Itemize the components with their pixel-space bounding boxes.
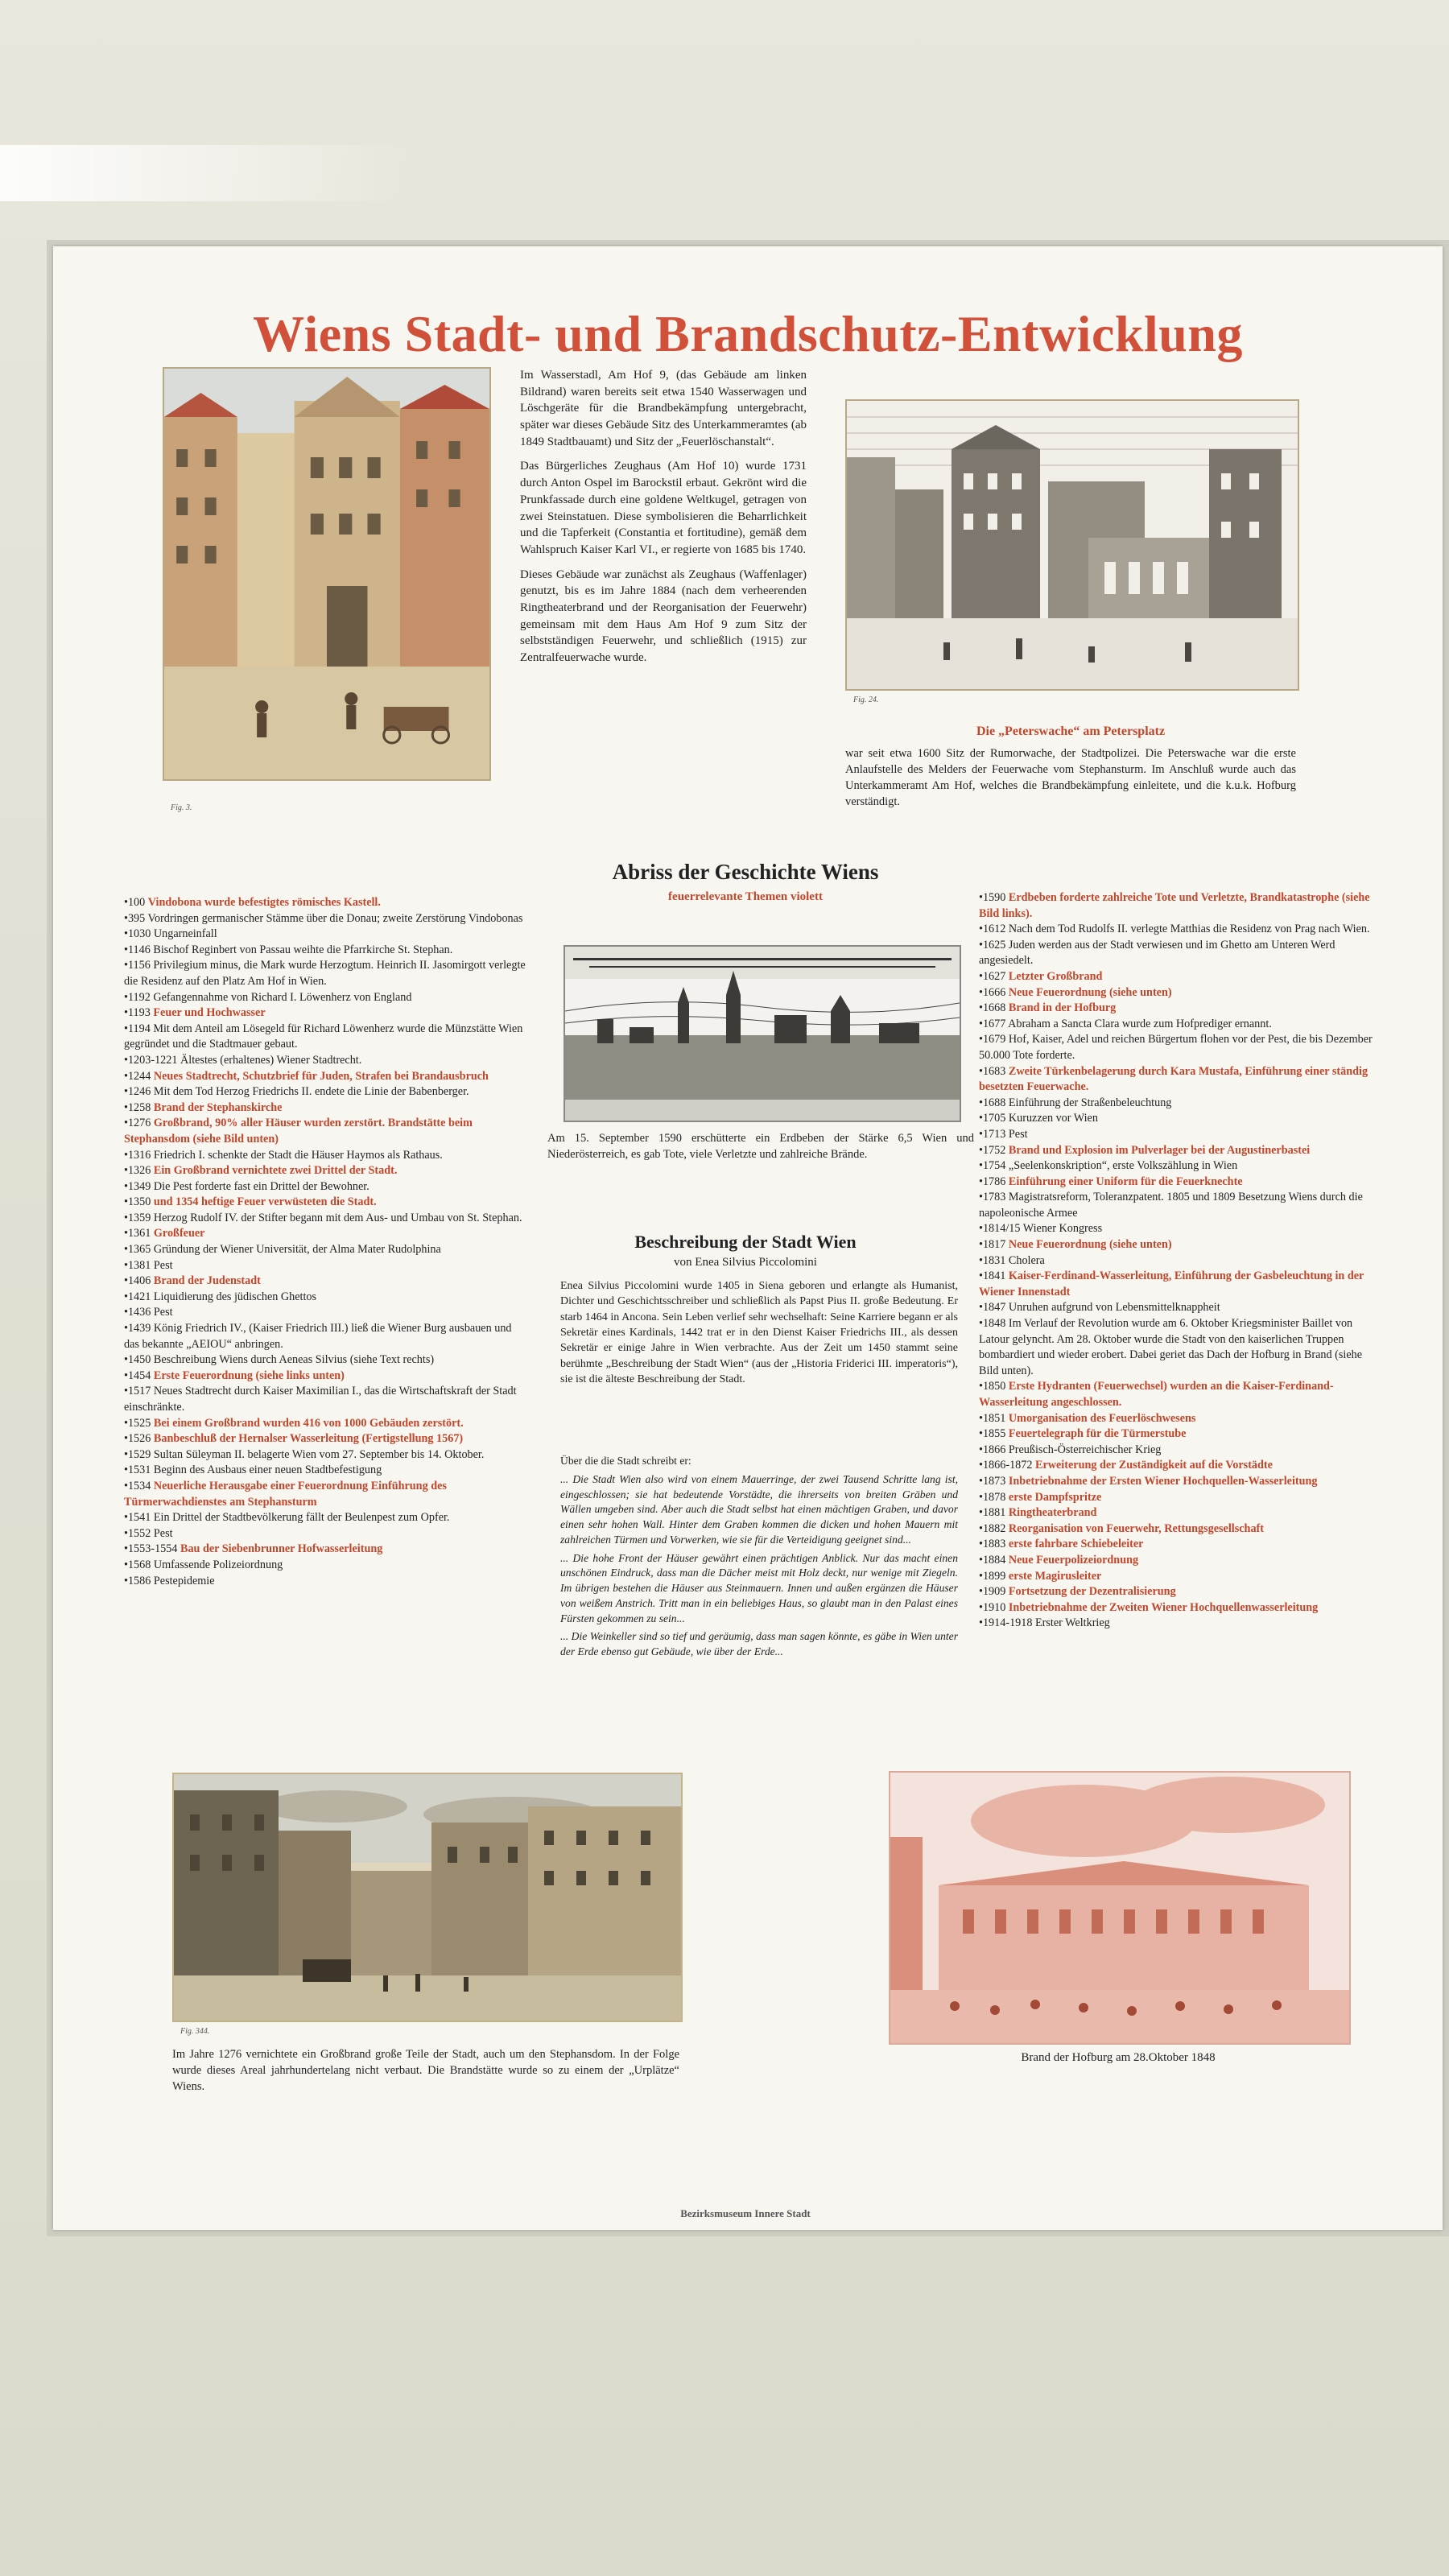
timeline-year: •1786 (979, 1174, 1006, 1188)
timeline-entry (124, 1274, 526, 1290)
timeline-year: •1679 (979, 1033, 1006, 1046)
woodcut-1590-earthquake (564, 945, 961, 1122)
timeline-entry (124, 1463, 526, 1479)
quote-paragraph-2: ... Die hohe Front der Häuser gewährt einen prächtigen Anblick. Nur das macht einen unschönen Eindruck, dass man die Dächer meist mit Holz deckt, nur wenige mit Ziegeln. Im übrigen bestehen die Häuser aus Steinmauern. Innen und außen ergänzen die Häuser von weißem Anstrich. Tritt man in ein beliebiges Haus, so glaubt man in den Palast eines Fürsten gekommen zu sein... (560, 1551, 958, 1624)
timeline-text: Liquidierung des jüdischen Ghettos (153, 1290, 317, 1303)
timeline-text: Neue Feuerordnung (siehe unten) (1008, 985, 1172, 999)
timeline-entry (124, 1116, 526, 1147)
timeline-entry (124, 1163, 526, 1179)
timeline-text: Ungarneinfall (153, 927, 217, 941)
timeline-entry (124, 1416, 526, 1432)
timeline-right (979, 890, 1381, 1632)
timeline-year: •1359 (124, 1211, 151, 1224)
timeline-year: •1873 (979, 1474, 1006, 1488)
quote-section (560, 1454, 958, 1668)
hofburg-fire-caption: Brand der Hofburg am 28.Oktober 1848 (1021, 2051, 1216, 2064)
timeline-text: Mit dem Anteil am Lösegeld für Richard Löwenherz wurde die Münzstätte Wien gegründet und die Stadtmauer gebaut. (124, 1022, 523, 1051)
am-hof-paragraph-2: Das Bürgerliches Zeughaus (Am Hof 10) wurde 1731 durch Anton Ospel im Barockstil erbaut. Gekrönt wird die Prunkfassade durch eine goldene Weltkugel, getragen von zwei Steinstatuen. Diese symbolisieren die Beharrlichkeit und die Tapferkeit (Constantia et fortitudine), gemäß dem Wahlspruch Kaiser Karl VI., er regierte von 1685 bis 1740. (520, 460, 807, 556)
timeline-entry (124, 895, 526, 911)
timeline-text: und 1354 heftige Feuer verwüsteten die Stadt. (153, 1195, 377, 1209)
timeline-year: •1899 (979, 1569, 1006, 1583)
timeline-entry (124, 1479, 526, 1510)
timeline-entry (979, 1190, 1381, 1221)
timeline-year: •100 (124, 896, 146, 909)
timeline-text: Vordringen germanischer Stämme über die Donau; zweite Zerstörung Vindobonas (147, 911, 523, 925)
timeline-year: •1866 (979, 1443, 1006, 1456)
timeline-entry (979, 1111, 1381, 1127)
timeline-year: •1910 (979, 1600, 1006, 1614)
timeline-entry (124, 1431, 526, 1447)
timeline-year: •1841 (979, 1269, 1006, 1283)
timeline-text: Bischof Reginbert von Passau weihte die Pfarrkirche St. Stephan. (153, 943, 453, 956)
timeline-entry (124, 1195, 526, 1211)
timeline-entry (979, 1300, 1381, 1316)
timeline-year: •1586 (124, 1574, 151, 1587)
timeline-entry (979, 1426, 1381, 1443)
timeline-text: Hof, Kaiser, Adel und reichen Bürgertum flohen vor der Pest, die bis Dezember 50.000 Tote forderte. (979, 1033, 1373, 1062)
timeline-text: Brand in der Hofburg (1008, 1001, 1117, 1015)
timeline-text: Großfeuer (153, 1227, 205, 1241)
timeline-entry (124, 958, 526, 989)
timeline-entry (979, 1616, 1381, 1632)
hofburg-fire-engraving (889, 1771, 1351, 2045)
timeline-text: „Seelenkonskription“, erste Volkszählung in Wien (1008, 1159, 1238, 1173)
timeline-entry (979, 1569, 1381, 1585)
timeline-text: Brand und Explosion im Pulverlager bei der Augustinerbastei (1008, 1143, 1311, 1157)
poster-title: Wiens Stadt- und Brandschutz-Entwicklung (253, 305, 1243, 362)
timeline-year: •1246 (124, 1085, 151, 1099)
peterswache-text: war seit etwa 1600 Sitz der Rumorwache, der Stadtpolizei. Die Peterswache war die erste Anlaufstelle des Melders der Feuerwache vom Stephansturm. Im Anschluß wurde auch das Unterkammeramt Am Hof, welches die Brandbekämpfung einleitete, und die k.u.k. Hofburg verständigt. (845, 747, 1296, 808)
timeline-text: Brand der Stephanskirche (153, 1100, 283, 1114)
timeline-text: Zweite Türkenbelagerung durch Kara Mustafa, Einführung einer ständig besetzten Feuerwache. (979, 1064, 1368, 1094)
timeline-year: •1436 (124, 1306, 151, 1319)
timeline-text: Großbrand, 90% aller Häuser wurden zerstört. Brandstätte beim Stephansdom (siehe Bild unten) (124, 1117, 473, 1146)
timeline-entry (124, 1510, 526, 1526)
timeline-text: Umfassende Polizeiordnung (153, 1558, 283, 1571)
timeline-text: Preußisch-Österreichischer Krieg (1008, 1443, 1162, 1456)
timeline-year: •1882 (979, 1521, 1006, 1535)
timeline-entry (979, 1458, 1381, 1474)
timeline-year: •1847 (979, 1301, 1006, 1315)
timeline-year: •1146 (124, 943, 151, 956)
timeline-entry (124, 1242, 526, 1258)
timeline-year: •1831 (979, 1253, 1006, 1267)
timeline-text: Die Pest forderte fast ein Drittel der Bewohner. (153, 1179, 369, 1193)
timeline-text: Neues Stadtrecht durch Kaiser Maximilian I., das die Wirtschaftskraft der Stadt einschränkte. (124, 1385, 517, 1414)
timeline-text: Ein Drittel der Stadtbevölkerung fällt der Beulenpest zum Opfer. (153, 1511, 450, 1525)
timeline-year: •1851 (979, 1411, 1006, 1425)
timeline-text: Erste Feuerordnung (siehe links unten) (153, 1368, 345, 1382)
timeline-text: erste Magirusleiter (1008, 1569, 1102, 1583)
timeline-entry (979, 1032, 1381, 1063)
timeline-year: •1590 (979, 891, 1006, 904)
timeline-text: Pest (153, 1526, 173, 1540)
timeline-year: •1350 (124, 1195, 151, 1209)
timeline-text: Gründung der Wiener Universität, der Alma Mater Rudolphina (153, 1243, 441, 1257)
timeline-text: Brand der Judenstadt (153, 1274, 261, 1288)
timeline-text: Gefangennahme von Richard I. Löwenherz von England (153, 990, 412, 1004)
timeline-entry (979, 1221, 1381, 1237)
timeline-year: •1627 (979, 969, 1006, 983)
timeline-entry (979, 1096, 1381, 1112)
timeline-entry (124, 1305, 526, 1321)
timeline-entry (124, 1069, 526, 1085)
timeline-year: •1850 (979, 1380, 1006, 1393)
timeline-entry (979, 985, 1381, 1001)
timeline-entry (124, 1211, 526, 1227)
timeline-text: Pestepidemie (153, 1574, 215, 1587)
timeline-text: Friedrich I. schenkte der Stadt die Häuser Haymos als Rathaus. (153, 1148, 443, 1162)
timeline-entry (979, 1127, 1381, 1143)
timeline-entry (124, 1022, 526, 1053)
timeline-entry (979, 890, 1381, 922)
description-subheading: von Enea Silvius Piccolomini (674, 1256, 817, 1269)
timeline-entry (124, 1542, 526, 1558)
timeline-year: •1909 (979, 1585, 1006, 1599)
timeline-entry (124, 1290, 526, 1306)
timeline-text: Inbetriebnahme der Zweiten Wiener Hochquellenwasserleitung (1008, 1600, 1319, 1614)
timeline-year: •1365 (124, 1243, 151, 1257)
timeline-entry (979, 1143, 1381, 1159)
timeline-year: •1752 (979, 1143, 1006, 1157)
timeline-year: •1568 (124, 1558, 151, 1571)
timeline-text: Im Verlauf der Revolution wurde am 6. Oktober Kriegsminister Baillet von Latour gelyncht. Am 28. Oktober wurde die Stadt von den kaiserlichen Truppen bombardiert und wieder erobert. Dabei geriet das Dach der Hofburg in Brand (siehe Bild unten). (979, 1317, 1363, 1377)
timeline-entry (979, 1064, 1381, 1096)
brandstaette-caption: Im Jahre 1276 vernichtete ein Großbrand große Teile der Stadt, auch um den Stephansdom. In der Folge wurde dieses Areal jahrhundertelang nicht verbaut. Die Brandstätte wurde so zu einem der „Urplätze“ Wiens. (172, 2048, 679, 2093)
timeline-year: •1677 (979, 1017, 1006, 1030)
timeline-entry (124, 1384, 526, 1415)
timeline-year: •1541 (124, 1511, 151, 1525)
timeline-entry (124, 1084, 526, 1100)
peterswache-engraving (845, 399, 1299, 691)
timeline-text: Feuertelegraph für die Türmerstube (1008, 1427, 1187, 1441)
timeline-text: erste Dampfspritze (1008, 1490, 1102, 1504)
timeline-entry (979, 1269, 1381, 1300)
timeline-entry (124, 990, 526, 1006)
am-hof-paragraph-3: Dieses Gebäude war zunächst als Zeughaus (Waffenlager) genutzt, bis es im Jahre 1884 (nach dem verheerenden Ringtheaterbrand und der Reorganisation der Feuerwehr) gemeinsam mit dem Haus Am Hof 9 zum Sitz der selbstständigen Feuerwehr, und schließlich (1915) zur Zentralfeuerwache wurde. (520, 568, 807, 664)
timeline-year: •1754 (979, 1159, 1006, 1173)
poster (53, 246, 1443, 2230)
timeline-text: Ringtheaterbrand (1008, 1506, 1097, 1520)
timeline-entry (979, 1411, 1381, 1427)
timeline-entry (979, 1379, 1381, 1410)
timeline-text: Inbetriebnahme der Ersten Wiener Hochquellen-Wasserleitung (1008, 1474, 1318, 1488)
brandstaette-engraving (172, 1773, 683, 2022)
timeline-year: •1625 (979, 938, 1006, 952)
timeline-year: •1668 (979, 1001, 1006, 1015)
timeline-text: Einführung einer Uniform für die Feuerknechte (1008, 1174, 1243, 1188)
timeline-entry (124, 1179, 526, 1195)
timeline-year: •1203-1221 (124, 1053, 178, 1067)
timeline-year: •1525 (124, 1416, 151, 1430)
description-text: Enea Silvius Piccolomini wurde 1405 in Siena geboren und erlangte als Humanist, Dichter und Geschichtsschreiber und schließlich als Papst Pius II. große Bedeutung. Er starb 1464 in Ancona. Sein Leben verlief sehr wechselhaft: Seine Karriere begann er als Sekretär eines Kardinals, 1442 trat er in den Dienst Kaiser Friedrichs III., als dessen Sekretär er einige Jahre in Wien verbrachte. Aus der Zeit um 1450 stammt seine berühmte „Beschreibung der Stadt Wien“ (aus der „Historia Friderici III. imperatoris“), sie ist die älteste Beschreibung der Stadt. (560, 1280, 958, 1385)
timeline-text: Magistratsreform, Toleranzpatent. 1805 und 1809 Besetzung Wiens durch die napoleonische Armee (979, 1191, 1363, 1220)
timeline-year: •1244 (124, 1069, 151, 1083)
am-hof-fig-label: Fig. 3. (171, 803, 192, 812)
timeline-year: •1783 (979, 1191, 1006, 1204)
timeline-entry (979, 1490, 1381, 1506)
timeline-entry (979, 1443, 1381, 1459)
timeline-text: Ältestes (erhaltenes) Wiener Stadtrecht. (180, 1053, 362, 1067)
timeline-year: •1192 (124, 990, 151, 1004)
timeline-year: •1316 (124, 1148, 151, 1162)
timeline-entry (979, 922, 1381, 938)
timeline-text: Beginn des Ausbaus einer neuen Stadtbefestigung (153, 1463, 382, 1477)
timeline-entry (124, 911, 526, 927)
timeline-entry (979, 1001, 1381, 1017)
timeline-text: Ein Großbrand vernichtete zwei Drittel der Stadt. (153, 1164, 398, 1178)
timeline-year: •1855 (979, 1427, 1006, 1441)
timeline-entry (124, 1558, 526, 1574)
timeline-text: Mit dem Tod Herzog Friedrichs II. endete die Linie der Babenberger. (153, 1085, 469, 1099)
timeline-year: •1381 (124, 1258, 151, 1272)
timeline-year: •1688 (979, 1096, 1006, 1109)
timeline-year: •1881 (979, 1506, 1006, 1520)
timeline-year: •1030 (124, 927, 151, 941)
quote-paragraph-3: ... Die Weinkeller sind so tief und geräumig, dass man sagen könnte, es gäbe in Wien unter der Erde ebenso gut Gebäude, wie über der Erde... (560, 1630, 958, 1657)
timeline-text: Erste Hydranten (Feuerwechsel) wurden an die Kaiser-Ferdinand-Wasserleitung angeschlossen. (979, 1380, 1334, 1409)
timeline-entry (124, 1226, 526, 1242)
timeline-entry (979, 1521, 1381, 1538)
timeline-text: Kuruzzen vor Wien (1008, 1112, 1098, 1125)
timeline-text: Feuer und Hochwasser (153, 1006, 266, 1020)
timeline-year: •1531 (124, 1463, 151, 1477)
timeline-text: Herzog Rudolf IV. der Stifter begann mit dem Aus- und Umbau von St. Stephan. (153, 1211, 522, 1224)
timeline-entry (979, 1237, 1381, 1253)
timeline-entry (979, 1017, 1381, 1033)
peterswache-title: Die „Peterswache“ am Petersplatz (976, 724, 1166, 738)
timeline-year: •1454 (124, 1368, 151, 1382)
timeline-year: •1450 (124, 1353, 151, 1367)
timeline-entry (124, 943, 526, 959)
timeline-entry (979, 1505, 1381, 1521)
timeline-entry (124, 1526, 526, 1542)
quote-intro: Über die die Stadt schreibt er: (560, 1455, 691, 1467)
timeline-text: Beschreibung Wiens durch Aeneas Silvius (siehe Text rechts) (153, 1353, 435, 1367)
timeline-entry (979, 938, 1381, 969)
timeline-text: Letzter Großbrand (1008, 969, 1103, 983)
timeline-text: Kaiser-Ferdinand-Wasserleitung, Einführung der Gasbeleuchtung in der Wiener Innenstadt (979, 1269, 1364, 1298)
timeline-year: •1848 (979, 1317, 1006, 1331)
footer-label: Bezirksmuseum Innere Stadt (680, 2207, 811, 2219)
timeline-year: •1552 (124, 1526, 151, 1540)
timeline-year: •1439 (124, 1322, 151, 1335)
timeline-text: Pest (1008, 1127, 1028, 1141)
timeline-year: •1666 (979, 985, 1006, 999)
timeline-text: Bei einem Großbrand wurden 416 von 1000 Gebäuden zerstört. (153, 1416, 464, 1430)
timeline-text: König Friedrich IV., (Kaiser Friedrich III.) ließ die Wiener Burg ausbauen und das bekannte „AEIOU“ anbringen. (124, 1322, 512, 1351)
timeline-year: •1194 (124, 1022, 151, 1035)
timeline-year: •1534 (124, 1479, 151, 1492)
timeline-text: Nach dem Tod Rudolfs II. verlegte Matthias die Residenz von Prag nach Wien. (1008, 923, 1370, 936)
timeline-year: •1884 (979, 1553, 1006, 1567)
timeline-text: Sultan Süleyman II. belagerte Wien vom 27. September bis 14. Oktober. (153, 1447, 485, 1461)
timeline-entry (979, 1537, 1381, 1553)
timeline-text: Unruhen aufgrund von Lebensmittelknappheit (1008, 1301, 1220, 1315)
timeline-entry (124, 1100, 526, 1117)
timeline-text: Privilegium minus, die Mark wurde Herzogtum. Heinrich II. Jasomirgott verlegte die Residenz auf den Platz Am Hof in Wien. (124, 959, 526, 988)
timeline-entry (979, 1584, 1381, 1600)
timeline-entry (124, 1005, 526, 1022)
timeline-left (124, 895, 526, 1589)
timeline-year: •1705 (979, 1112, 1006, 1125)
timeline-text: Neue Feuerpolizeiordnung (1008, 1553, 1139, 1567)
timeline-year: •1814/15 (979, 1222, 1021, 1236)
timeline-entry (124, 1148, 526, 1164)
am-hof-illustration (163, 367, 491, 781)
timeline-text: Vindobona wurde befestigtes römisches Kastell. (147, 896, 381, 909)
timeline-text: Fortsetzung der Dezentralisierung (1008, 1585, 1176, 1599)
timeline-text: Einführung der Straßenbeleuchtung (1008, 1096, 1172, 1109)
timeline-text: Cholera (1008, 1253, 1045, 1267)
timeline-text: Erweiterung der Zuständigkeit auf die Vorstädte (1035, 1459, 1273, 1472)
brandstaette-fig-label: Fig. 344. (180, 2027, 210, 2036)
timeline-entry (124, 1258, 526, 1274)
timeline-year: •1193 (124, 1006, 151, 1020)
timeline-year: •1878 (979, 1490, 1006, 1504)
timeline-year: •1349 (124, 1179, 151, 1193)
timeline-year: •1526 (124, 1432, 151, 1446)
timeline-entry (979, 1158, 1381, 1174)
timeline-text: Abraham a Sancta Clara wurde zum Hofprediger ernannt. (1008, 1017, 1272, 1030)
timeline-text: erste fahrbare Schiebeleiter (1008, 1538, 1144, 1551)
timeline-text: Juden werden aus der Stadt verwiesen und im Ghetto am Unteren Werd angesiedelt. (979, 938, 1335, 968)
timeline-text: Pest (153, 1258, 173, 1272)
timeline-year: •1406 (124, 1274, 151, 1288)
timeline-entry (124, 1574, 526, 1590)
timeline-text: Neue Feuerordnung (siehe unten) (1008, 1238, 1172, 1252)
timeline-year: •1713 (979, 1127, 1006, 1141)
timeline-entry (979, 1253, 1381, 1269)
timeline-entry (979, 1600, 1381, 1616)
timeline-year: •1421 (124, 1290, 151, 1303)
timeline-entry (124, 927, 526, 943)
timeline-year: •1361 (124, 1227, 151, 1241)
description-heading: Beschreibung der Stadt Wien (634, 1232, 857, 1252)
timeline-text: Banbeschluß der Hernalser Wasserleitung (Fertigstellung 1567) (153, 1432, 464, 1446)
timeline-year: •1914-1918 (979, 1616, 1033, 1630)
timeline-year: •1612 (979, 923, 1006, 936)
timeline-year: •1276 (124, 1117, 151, 1130)
timeline-year: •1683 (979, 1064, 1006, 1078)
timeline-entry (979, 1474, 1381, 1490)
am-hof-text (520, 367, 807, 675)
timeline-entry (124, 1321, 526, 1352)
timeline-entry (979, 1316, 1381, 1379)
woodcut-caption: Am 15. September 1590 erschütterte ein Erdbeben der Stärke 6,5 Wien und Niederösterreich, es gab Tote, viele Verletzte und zahlreiche Brände. (547, 1132, 974, 1161)
timeline-text: Neues Stadtrecht, Schutzbrief für Juden, Strafen bei Brandausbruch (153, 1069, 489, 1083)
timeline-text: Bau der Siebenbrunner Hofwasserleitung (180, 1542, 383, 1556)
wall-glare (0, 145, 419, 201)
timeline-year: •1517 (124, 1385, 151, 1398)
timeline-text: Wiener Kongress (1022, 1222, 1103, 1236)
history-subheading: feuerrelevante Themen violett (668, 890, 823, 903)
timeline-year: •1553-1554 (124, 1542, 178, 1556)
quote-paragraph-1: ... Die Stadt Wien also wird von einem Mauerringe, der zwei Tausend Schritte lang ist, eingeschlossen; sie hat bedeutende Vorstädte, die ihrerseits von breiten Gräben und Wällen umgeben sind. Aber auch die Stadt selbst hat einen mächtigen Graben, und davor einen sehr hohen Wall. Hinter dem Graben kommen die dicken und hohen Mauern mit zahlreichen Türmen und Vorwerken, wie sie für die Verteidigung geeignet sind... (560, 1472, 958, 1546)
timeline-entry (979, 969, 1381, 985)
history-heading: Abriss der Geschichte Wiens (612, 860, 879, 884)
am-hof-paragraph-1: Im Wasserstadl, Am Hof 9, (das Gebäude am linken Bildrand) waren bereits seit etwa 1540 Wasserwagen und Löschgeräte für die Brandbekämpfung untergebracht, später war dieses Gebäude Sitz des Unterkammeramtes (ab 1849 Stadtbauamt) und Sitz der „Feuerlöschanstalt“. (520, 369, 807, 448)
timeline-text: Neuerliche Herausgabe einer Feuerordnung Einführung des Türmerwachdienstes am Stephansturm (124, 1479, 447, 1509)
timeline-text: Erster Weltkrieg (1035, 1616, 1110, 1630)
timeline-year: •395 (124, 911, 146, 925)
timeline-year: •1866-1872 (979, 1459, 1033, 1472)
timeline-year: •1326 (124, 1164, 151, 1178)
timeline-text: Pest (153, 1306, 173, 1319)
timeline-year: •1258 (124, 1100, 151, 1114)
peterswache-fig-label: Fig. 24. (853, 696, 879, 704)
timeline-entry (124, 1053, 526, 1069)
timeline-year: •1883 (979, 1538, 1006, 1551)
timeline-text: Umorganisation des Feuerlöschwesens (1008, 1411, 1196, 1425)
timeline-entry (979, 1553, 1381, 1569)
timeline-entry (979, 1174, 1381, 1191)
timeline-entry (124, 1352, 526, 1368)
timeline-text: Erdbeben forderte zahlreiche Tote und Verletzte, Brandkatastrophe (siehe Bild links). (979, 891, 1370, 920)
timeline-year: •1156 (124, 959, 151, 972)
timeline-year: •1817 (979, 1238, 1006, 1252)
timeline-entry (124, 1368, 526, 1385)
timeline-text: Reorganisation von Feuerwehr, Rettungsgesellschaft (1008, 1521, 1264, 1535)
timeline-entry (124, 1447, 526, 1463)
timeline-year: •1529 (124, 1447, 151, 1461)
